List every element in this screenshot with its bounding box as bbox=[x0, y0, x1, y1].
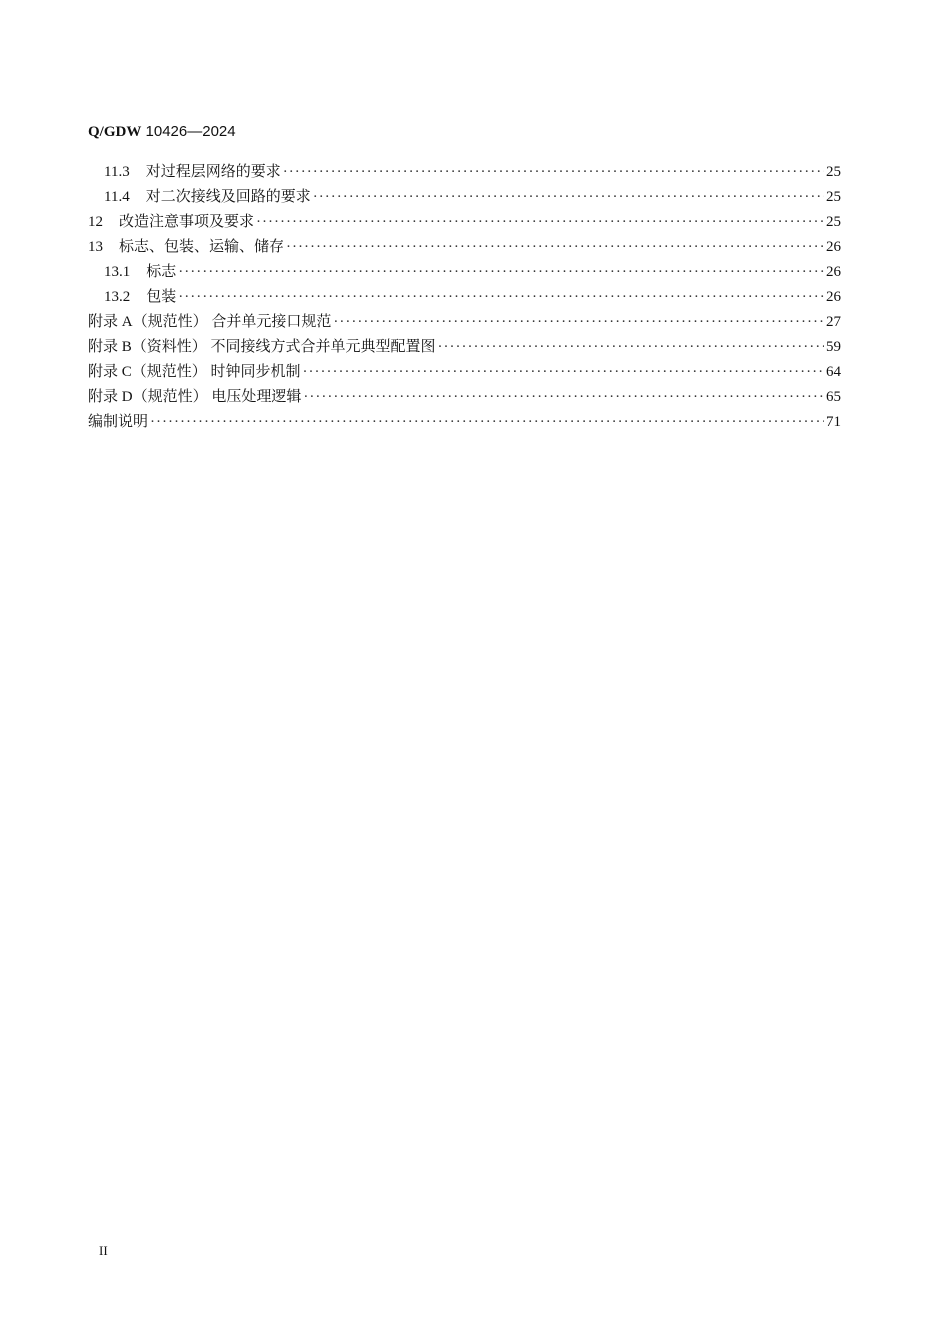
dot-leader bbox=[313, 189, 824, 206]
dot-leader bbox=[333, 314, 824, 331]
toc-entry-title: 标志、包装、运输、储存 bbox=[119, 239, 285, 255]
table-of-contents bbox=[88, 160, 841, 435]
toc-entry[interactable] bbox=[88, 210, 841, 235]
toc-entry[interactable] bbox=[88, 235, 841, 260]
standard-number: 10426—2024 bbox=[141, 123, 236, 140]
toc-entry-title: 对二次接线及回路的要求 bbox=[145, 189, 311, 205]
dot-leader bbox=[178, 264, 824, 281]
standard-prefix: Q/GDW bbox=[88, 124, 142, 140]
dot-leader bbox=[438, 339, 824, 356]
page-number: II bbox=[99, 1243, 108, 1258]
toc-entry-page: 25 bbox=[826, 189, 841, 205]
toc-entry-number: 13.2 bbox=[104, 289, 131, 305]
dot-leader bbox=[303, 364, 824, 381]
toc-entry-page: 71 bbox=[826, 414, 841, 430]
toc-entry-title: 编制说明 bbox=[88, 414, 149, 430]
toc-entry[interactable] bbox=[88, 310, 841, 335]
toc-entry-page: 26 bbox=[826, 239, 841, 255]
toc-entry-page: 59 bbox=[826, 339, 841, 355]
document-header bbox=[88, 123, 236, 141]
toc-entry-title: 改造注意事项及要求 bbox=[119, 214, 255, 230]
toc-entry-page: 26 bbox=[826, 289, 841, 305]
toc-entry-number: 13 bbox=[88, 239, 103, 255]
dot-leader bbox=[283, 164, 824, 181]
toc-entry-number: 11.3 bbox=[104, 164, 130, 180]
toc-entry[interactable] bbox=[88, 285, 841, 310]
toc-entry-page: 27 bbox=[826, 314, 841, 330]
toc-entry-title: 附录 D（规范性） 电压处理逻辑 bbox=[88, 389, 302, 405]
dot-leader bbox=[256, 214, 824, 231]
toc-entry-title: 附录 A（规范性） 合并单元接口规范 bbox=[88, 314, 332, 330]
toc-entry[interactable] bbox=[88, 160, 841, 185]
dot-leader bbox=[178, 289, 824, 306]
toc-entry-page: 65 bbox=[826, 389, 841, 405]
dot-leader bbox=[286, 239, 824, 256]
toc-entry[interactable] bbox=[88, 385, 841, 410]
dot-leader bbox=[303, 389, 824, 406]
toc-entry-title: 附录 C（规范性） 时钟同步机制 bbox=[88, 364, 301, 380]
toc-entry-page: 25 bbox=[826, 164, 841, 180]
toc-entry-title: 对过程层网络的要求 bbox=[145, 164, 281, 180]
toc-entry[interactable] bbox=[88, 335, 841, 360]
toc-entry-number: 12 bbox=[88, 214, 103, 230]
toc-entry[interactable] bbox=[88, 410, 841, 435]
toc-entry-title: 包装 bbox=[146, 289, 177, 305]
toc-entry[interactable] bbox=[88, 360, 841, 385]
toc-entry-page: 64 bbox=[826, 364, 841, 380]
toc-entry[interactable] bbox=[88, 185, 841, 210]
toc-entry-number: 11.4 bbox=[104, 189, 130, 205]
toc-entry-page: 25 bbox=[826, 214, 841, 230]
toc-entry-title: 标志 bbox=[146, 264, 177, 280]
toc-entry-title: 附录 B（资料性） 不同接线方式合并单元典型配置图 bbox=[88, 339, 436, 355]
toc-entry-page: 26 bbox=[826, 264, 841, 280]
toc-entry-number: 13.1 bbox=[104, 264, 131, 280]
dot-leader bbox=[150, 414, 824, 431]
toc-entry[interactable] bbox=[88, 260, 841, 285]
